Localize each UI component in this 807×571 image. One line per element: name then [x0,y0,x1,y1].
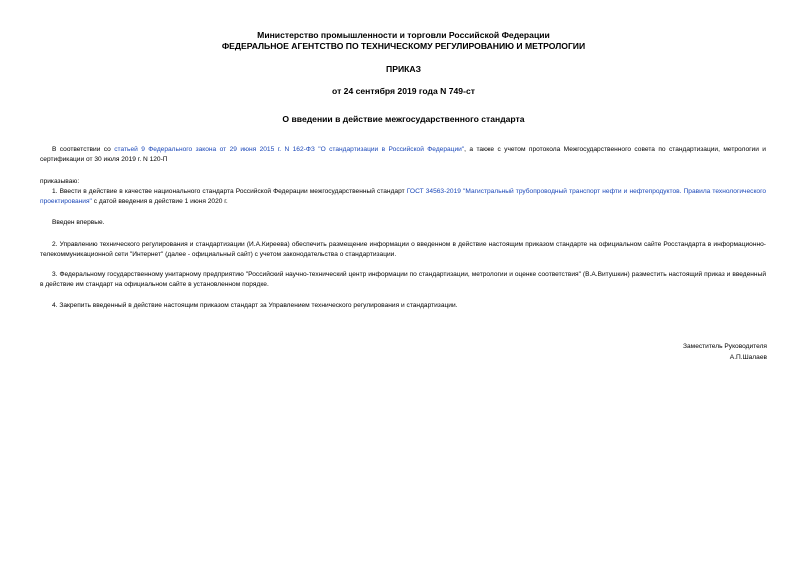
item-3-paragraph [40,270,766,290]
preamble-paragraph [40,145,766,165]
item-1-prefix: 1. Ввести в действие в качестве национального стандарта Российской Федерации межгосударственный стандарт [52,188,407,195]
item-1-suffix: с датой введения в действие 1 июня 2020 г. [91,198,228,205]
gost-standard-link[interactable]: ГОСТ 34563-2019 "Магистральный трубопроводный транспорт нефти и нефтепродуктов. Правила технологического проектирования" [40,188,766,205]
order-word: приказываю: [40,178,80,185]
first-introduced-text: Введен впервые. [52,219,105,226]
agency-name: ФЕДЕРАЛЬНОЕ АГЕНТСТВО ПО ТЕХНИЧЕСКОМУ РЕГУЛИРОВАНИЮ И МЕТРОЛОГИИ [221,41,586,51]
preamble-prefix: В соответствии со [52,146,115,153]
item-2-text: 2. Управлению технического регулирования и стандартизации (И.А.Киреева) обеспечить размещение информации о введенном в действие настоящим приказом стандарте на официальном сайте Росстандарта в информационно-телекоммуникационной сети "Интернет" (далее - официальный сайт) с учетом законодательства о стандартизации. [40,241,766,258]
ministry-name: Министерство промышленности и торговли Российской Федерации [257,30,550,40]
first-introduced-note [40,218,766,228]
item-2-paragraph [40,240,766,260]
document-subject: О введении в действие межгосударственного стандарта [282,114,525,124]
signature-position: Заместитель Руководителя [683,343,767,350]
document-date-number: от 24 сентября 2019 года N 749-ст [332,86,475,96]
preamble-suffix: , а также с учетом протокола Межгосударственного совета по стандартизации, метрологии и сертификации от 30 июля 2019 г. N 120-П [40,146,766,163]
signature-name: А.П.Шалаев [729,354,767,361]
document-type: ПРИКАЗ [386,64,421,74]
item-4-paragraph [40,301,766,311]
item-1-paragraph [40,187,766,207]
item-3-text: 3. Федеральному государственному унитарному предприятию "Российский научно-технический центр информации по стандартизации, метрологии и оценке соответствия" (В.А.Витушкин) разместить настоящий приказ и введенный в действие им стандарт на официальном сайте в установленном порядке. [40,271,766,288]
item-4-text: 4. Закрепить введенный в действие настоящим приказом стандарт за Управлением технического регулирования и стандартизации. [52,302,458,309]
federal-law-link[interactable]: статьей 9 Федерального закона от 29 июня 2015 г. N 162-ФЗ "О стандартизации в Российской Федерации" [114,146,465,153]
